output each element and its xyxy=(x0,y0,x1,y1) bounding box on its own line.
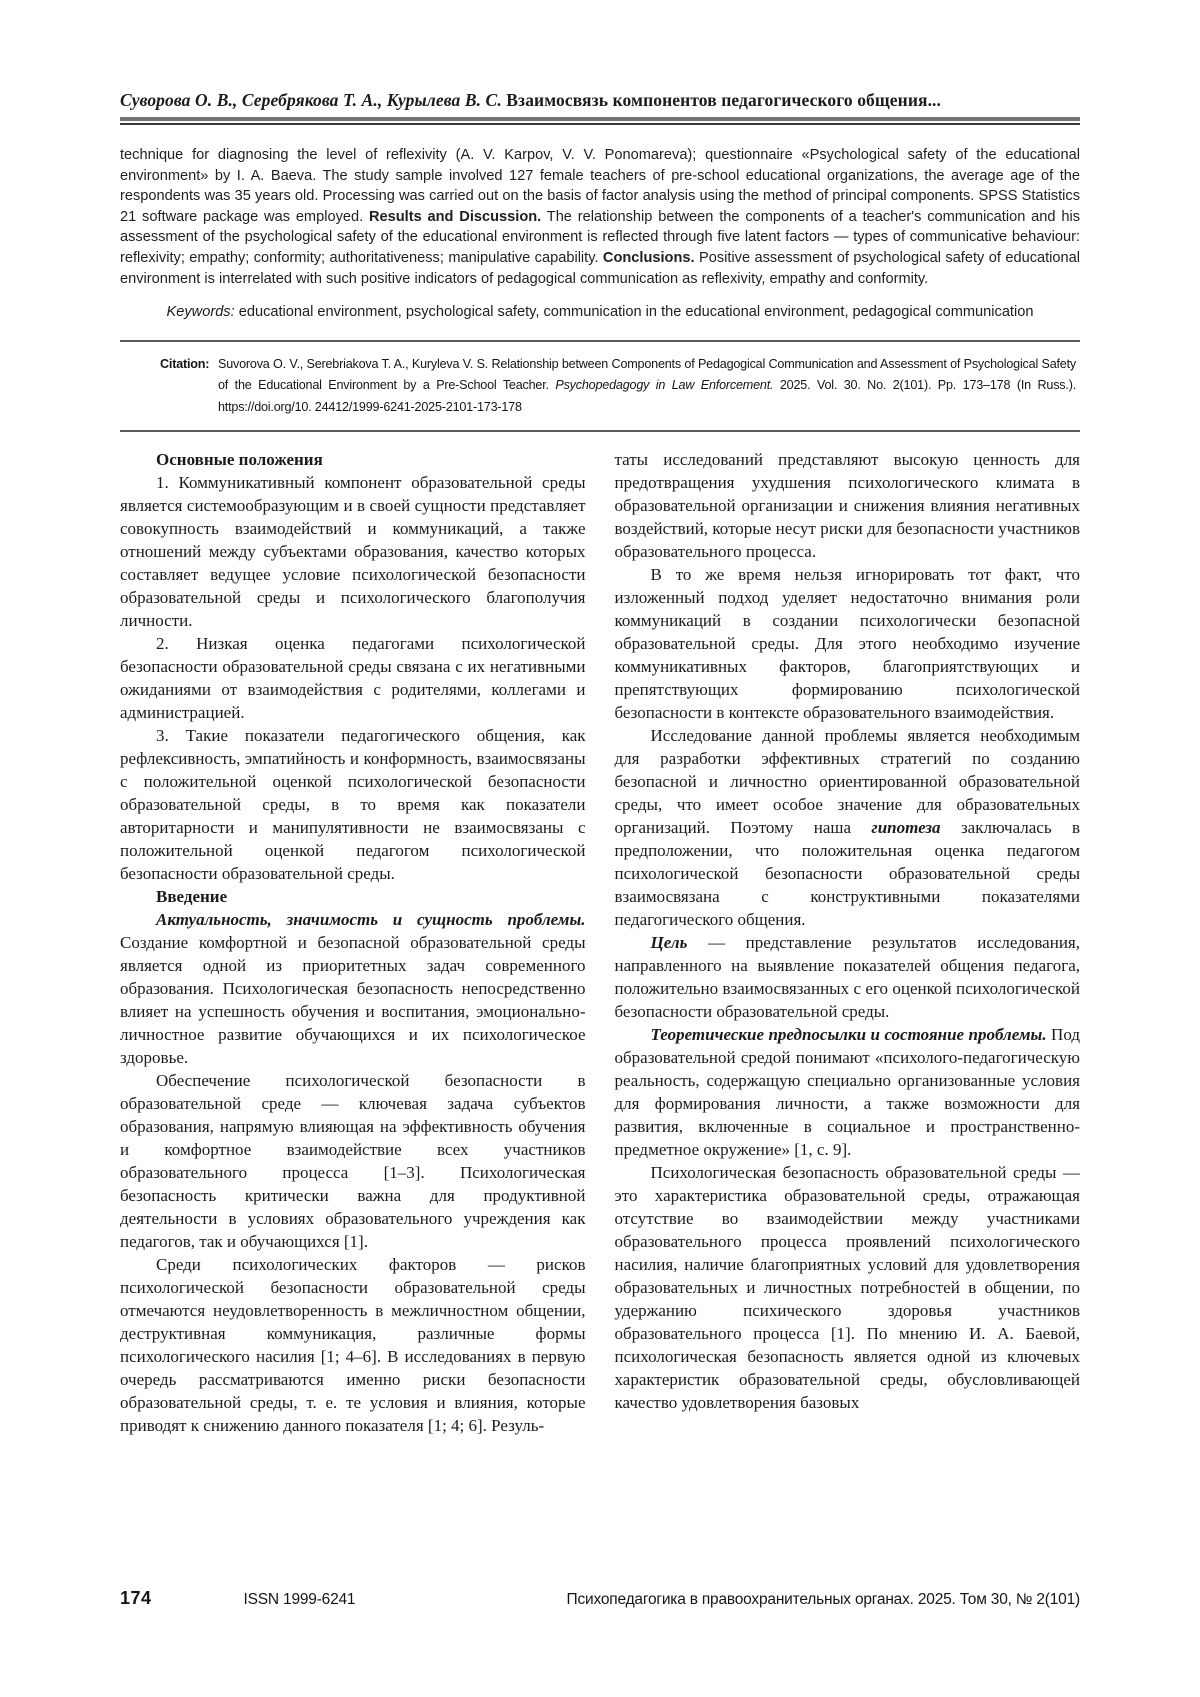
intro-paragraph-safety: Обеспечение психологической безопасности в образовательной среде — ключевая задача субъектов образования, напрямую влияющая на эффективность обучения и комфортное взаимодействие всех участников образовательного процесса [1–3]. Психологическая безопасность критически важна для продуктивной деятельности в условиях образовательного учреждения как педагогов, так и обучающихся [1]. xyxy=(120,1071,586,1252)
hypothesis-term: гипотеза xyxy=(871,818,941,838)
section-heading-key-points: Основные положения xyxy=(156,450,323,470)
abstract-text xyxy=(120,145,1080,289)
journal-reference: Психопедагогика в правоохранительных органах. 2025. Том 30, № 2(101) xyxy=(566,1591,1080,1608)
abstract-part1: technique for diagnosing the level of reflexivity (A. V. Karpov, V. V. Ponomareva); questionnaire «Psychological safety of the educational environment» by I. A. Baeva. The study sample involved 127 female teachers of pre-school educational organizations, the average age of the respondents was 35 years old. Processing was carried out on the basis of factor analysis using the method of principal components. SPSS Statistics 21 software package was employed. xyxy=(120,147,1080,225)
page-number: 174 xyxy=(120,1588,152,1608)
abstract-results-label: Results and Discussion. xyxy=(368,208,542,225)
relevance-lead: Актуальность, значимость и сущность проблемы. xyxy=(156,910,586,930)
right-column xyxy=(615,448,1081,1536)
citation-journal-name: Psychopedagogy in Law Enforcement. xyxy=(555,378,774,393)
citation-bottom-rule xyxy=(120,430,1080,432)
paragraph-communications-role: В то же время нельзя игнорировать тот факт, что изложенный подход уделяет недостаточно внимания роли коммуникаций в создании психологически безопасной образовательной среды. Для этого необходимо изучение коммуникативных факторов, благоприятствующих и препятствующих формированию психологической безопасности в контексте образовательного взаимодействия. xyxy=(614,565,1080,723)
left-column xyxy=(120,448,586,1536)
paragraph-goal xyxy=(615,931,1081,1023)
paragraph-hypothesis xyxy=(615,724,1081,931)
citation-top-rule xyxy=(120,340,1080,342)
running-head-title: Взаимосвязь компонентов педагогического общения... xyxy=(501,90,942,110)
citation-text xyxy=(218,354,1080,419)
keywords-line xyxy=(120,302,1080,323)
abstract-part2: The relationship between the components of a teacher's communication and his assessment of the psychological safety of the educational environment is reflected through five latent factors — types of communicative behaviour: reflexivity; empathy; conformity; authoritativeness; manipulative capability. xyxy=(120,208,1080,266)
header-double-rule xyxy=(120,117,1080,125)
goal-lead: Цель xyxy=(650,933,688,953)
paragraph-psychological-safety-definition: Психологическая безопасность образовательной среды — это характеристика образовательной среды, отражающая отсутствие во взаимодействии между участниками образовательного процесса проявлений психологического насилия, наличие благоприятных условий для удовлетворения образовательных и личностных потребностей в общении, по удержанию психического здоровья участников образовательного процесса [1]. По мнению И. А. Баевой, психологическая безопасность является одной из ключевых характеристик образовательной среды, обусловливающей качество удовлетворения базовых xyxy=(614,1163,1080,1413)
goal-rest: — представление результатов исследования, направленного на выявление показателей общения педагога, положительно взаимосвязанных с его оценкой психологической безопасности образовательной среды. xyxy=(614,933,1080,1022)
keywords-text: educational environment, psychological safety, communication in the educational environment, pedagogical communication xyxy=(234,304,1034,321)
key-point-3: 3. Такие показатели педагогического общения, как рефлексивность, эмпатийность и конформность, взаимосвязаны с положительной оценкой психологической безопасности образовательной среды, в то время как показатели авторитарности и манипулятивности не взаимосвязаны с положительной оценкой педагогом психологической безопасности образовательной среды. xyxy=(120,726,586,884)
theory-lead: Теоретические предпосылки и состояние проблемы. xyxy=(650,1025,1047,1045)
issn-label: ISSN 1999-6241 xyxy=(243,1591,356,1608)
hypothesis-pre: Исследование данной проблемы является необходимым для разработки эффективных стратегий по созданию безопасной и личностно ориентированной образовательной среды, что имеет особое значение для образовательных организаций. Поэтому наша xyxy=(614,726,1080,838)
keywords-label: Keywords: xyxy=(166,304,235,321)
citation-post: 2025. Vol. 30. No. 2(101). Pp. 173–178 (In Russ.). https://doi.org/10. 24412/1999-6241-2025-2101-173-178 xyxy=(218,378,1076,414)
paragraph-continuation: таты исследований представляют высокую ценность для предотвращения ухудшения психологического климата в образовательной организации и снижения влияния негативных воздействий, которые несут риски для безопасности участников образовательного процесса. xyxy=(614,450,1080,562)
key-point-2: 2. Низкая оценка педагогами психологической безопасности образовательной среды связана с их негативными ожиданиями от взаимодействия с родителями, коллегами и администрацией. xyxy=(120,634,586,723)
intro-paragraph-relevance xyxy=(120,908,586,1069)
abstract-conclusions-label: Conclusions. xyxy=(602,249,695,266)
hypothesis-post: заключалась в предположении, что положительная оценка педагогом психологической безопасности образовательной среды взаимосвязана с конструктивными показателями педагогического общения. xyxy=(614,818,1080,930)
section-heading-introduction: Введение xyxy=(156,887,228,907)
paragraph-theoretical-background xyxy=(615,1023,1081,1161)
key-point-1: 1. Коммуникативный компонент образовательной среды является системообразующим и в своей сущности представляет совокупность взаимодействий и коммуникаций, а также отношений между субъектами образования, качество которых составляет ведущее условие психологической безопасности образовательной среды и психологического благополучия личности. xyxy=(120,473,586,631)
running-head-authors: Суворова О. В., Серебрякова Т. А., Курылева В. С. xyxy=(120,90,502,110)
article-body xyxy=(120,448,1080,1536)
theory-rest: Под образовательной средой понимают «психолого-педагогическую реальность, содержащую специально организованные условия для формирования личности, а также возможности для развития, включенные в социальное и пространственно-предметное окружение» [1, с. 9]. xyxy=(614,1025,1080,1160)
citation-block xyxy=(160,354,1080,431)
intro-paragraph-risks: Среди психологических факторов — рисков психологической безопасности образовательной среды отмечаются неудовлетворенность в межличностном общении, деструктивная коммуникация, различные формы психологического насилия [1; 4–6]. В исследованиях в первую очередь рассматриваются именно риски безопасности образовательной среды, т. е. те условия и влияния, которые приводят к снижению данного показателя [1; 4; 6]. Резуль- xyxy=(120,1255,586,1436)
relevance-rest: Создание комфортной и безопасной образовательной среды является одной из приоритетных задач современного образования. Психологическая безопасность непосредственно влияет на успешность обучения и воспитания, эмоционально-личностное развитие обучающихся и их психологическое здоровье. xyxy=(120,933,586,1068)
abstract-part3: Positive assessment of psychological safety of educational environment is interrelated with such positive indicators of pedagogical communication as reflexivity, empathy and conformity. xyxy=(120,249,1080,287)
running-head xyxy=(120,90,1080,111)
page-content xyxy=(120,0,1080,1536)
citation-label: Citation: xyxy=(160,356,210,371)
citation-pre: Suvorova O. V., Serebriakova T. A., Kuryleva V. S. Relationship between Components of Pedagogical Communication and Assessment of Psychological Safety of the Educational Environment by a Pre-School Teacher. xyxy=(218,356,1076,393)
page-footer xyxy=(120,1588,1080,1609)
